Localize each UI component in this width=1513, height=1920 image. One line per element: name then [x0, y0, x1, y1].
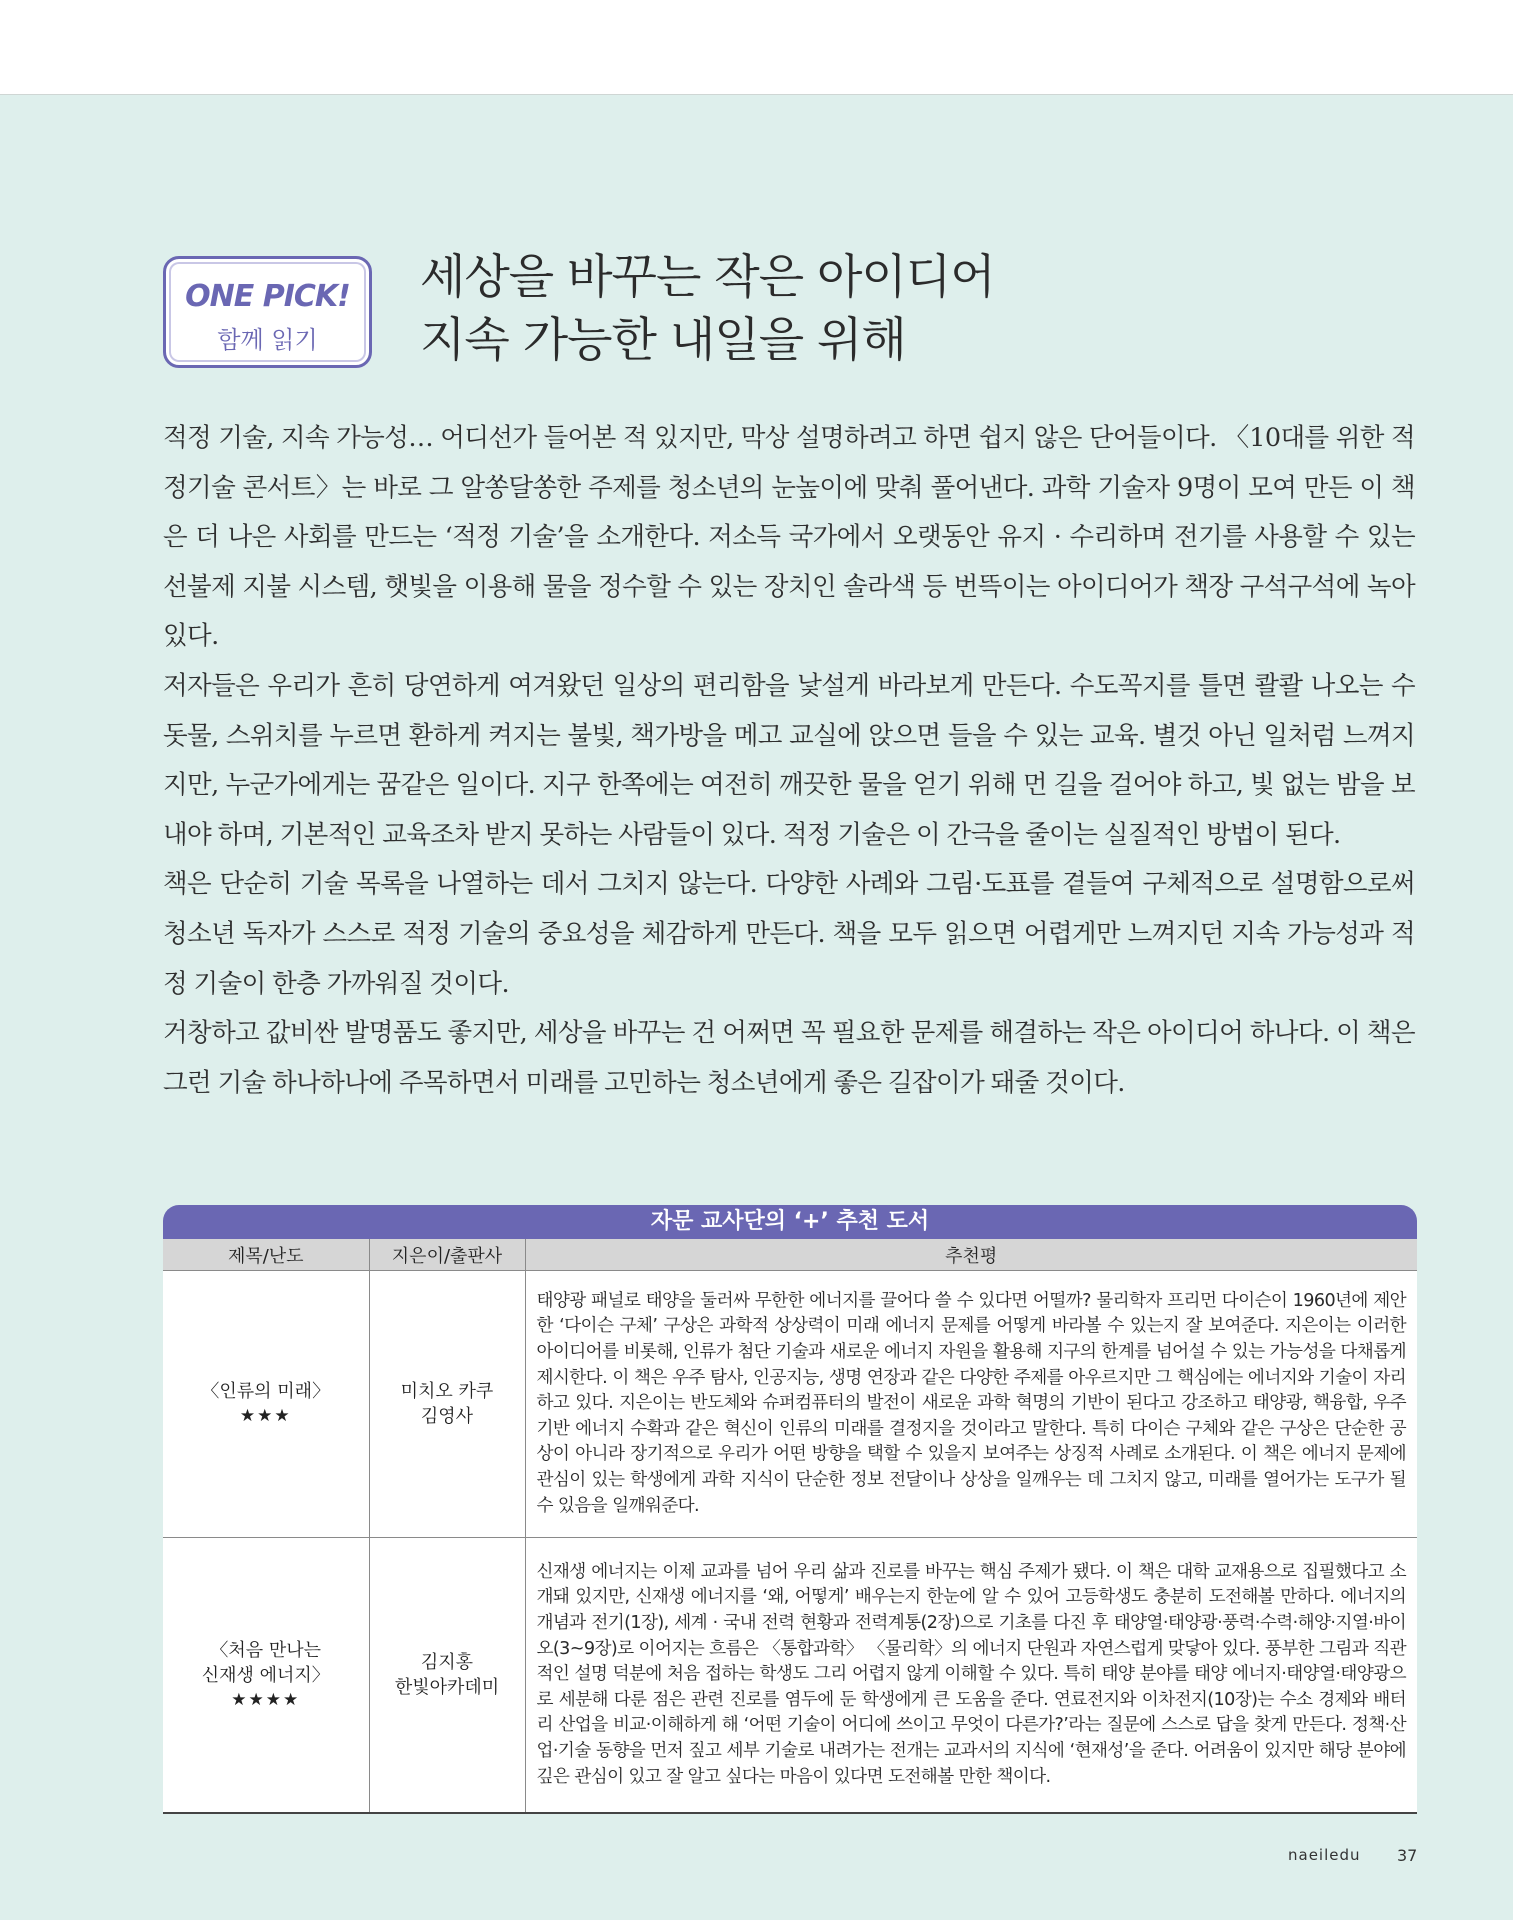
book-title-line-1: 〈처음 만나는	[210, 1639, 322, 1661]
author-name: 김지홍	[420, 1652, 474, 1673]
badge-subtitle: 함께 읽기	[217, 326, 318, 354]
footer-brand: naeiledu	[1288, 1846, 1361, 1864]
paragraph-2: 저자들은 우리가 흔히 당연하게 여겨왔던 일상의 편리함을 낯설게 바라보게 만든다. 수도꼭지를 틀면 콸콸 나오는 수돗물, 스위치를 누르면 환하게 켜지는 불빛, 책가방을 메고 교실에 앉으면 들을 수 있는 교육. 별것 아닌 일처럼 느껴지지만, 누군가에게는 꿈같은 일이다. 지구 한쪽에는 여전히 깨끗한 물을 얻기 위해 먼 길을 걸어야 하고, 빛 없는 밤을 보내야 하며, 기본적인 교육조차 받지 못하는 사람들이 있다. 적정 기술은 이 간극을 줄이는 실질적인 방법이 된다.	[163, 670, 1415, 850]
table-heading: 자문 교사단의 ‘+’ 추천 도서	[163, 1205, 1417, 1239]
review-text: 신재생 에너지는 이제 교과를 넘어 우리 삶과 진로를 바꾸는 핵심 주제가 됐다. 이 책은 대학 교재용으로 집필했다고 소개돼 있지만, 신재생 에너지를 ‘왜, 어떻게’ 배우는지 한눈에 알 수 있어 고등학생도 충분히 도전해볼 만하다. 에너지의 개념과 전기(1장), 세계 · 국내 전력 현황과 전력계통(2장)으로 기초를 다진 후 태양열·태양광·풍력·수력·해양·지열·바이오(3~9장)로 이어지는 흐름은 〈통합과학〉 〈물리학〉의 에너지 단원과 자연스럽게 맞닿아 있다. 풍부한 그림과 직관적인 설명 덕분에 처음 접하는 학생도 그리 어렵지 않게 이해할 수 있다. 특히 태양 분야를 태양 에너지·태양열·태양광으로 세분해 다룬 점은 관련 진로를 염두에 둔 학생에게 큰 도움을 준다. 연료전지와 이차전지(10장)는 수소 경제와 배터리 산업을 비교·이해하게 해 ‘어떤 기술이 어디에 쓰이고 무엇이 다른가?’라는 질문에 스스로 답을 찾게 만든다. 정책·산업·기술 동향을 먼저 짚고 세부 기술로 내려가는 전개는 교과서의 지식에 ‘현재성’을 준다. 어려움이 있지만 해당 분야에 깊은 관심이 있고 잘 알고 싶다는 마음이 있다면 도전해볼 만한 책이다.	[525, 1538, 1417, 1814]
table-header-row	[163, 1239, 1417, 1271]
column-header-author: 지은이/출판사	[369, 1239, 525, 1271]
article-title	[420, 246, 1120, 372]
badge-title: ONE PICK!	[185, 279, 350, 314]
table-row	[163, 1271, 1417, 1538]
page-top-margin	[0, 0, 1513, 95]
difficulty-stars: ★★★★	[231, 1689, 301, 1710]
publisher-name: 한빛아카데미	[394, 1677, 500, 1698]
review-text: 태양광 패널로 태양을 둘러싸 무한한 에너지를 끌어다 쓸 수 있다면 어떨까? 물리학자 프리먼 다이슨이 1960년에 제안한 ‘다이슨 구체’ 구상은 과학적 상상력이 미래 에너지 문제를 어떻게 바라볼 수 있는지 잘 보여준다. 지은이는 이러한 아이디어를 비롯해, 인류가 첨단 기술과 새로운 에너지 자원을 활용해 지구의 한계를 넘어설 수 있는 가능성을 다채롭게 제시한다. 이 책은 우주 탐사, 인공지능, 생명 연장과 같은 다양한 주제를 아우르지만 그 핵심에는 에너지와 기술이 자리하고 있다. 지은이는 반도체와 슈퍼컴퓨터의 발전이 새로운 과학 혁명의 기반이 된다고 강조하고 태양광, 핵융합, 우주 기반 에너지 수확과 같은 혁신이 인류의 미래를 결정지을 것이라고 말한다. 특히 다이슨 구체와 같은 구상은 단순한 공상이 아니라 장기적으로 우리가 어떤 방향을 택할 수 있을지 보여주는 상징적 사례로 소개된다. 이 책은 에너지 문제에 관심이 있는 학생에게 과학 지식이 단순한 정보 전달이나 상상을 일깨우는 데 그치지 않고, 미래를 열어가는 도구가 될 수 있음을 일깨워준다.	[525, 1271, 1417, 1538]
paragraph-1: 적정 기술, 지속 가능성… 어디선가 들어본 적 있지만, 막상 설명하려고 하면 쉽지 않은 단어들이다. 〈10대를 위한 적정기술 콘서트〉는 바로 그 알쏭달쏭한 주제를 청소년의 눈높이에 맞춰 풀어낸다. 과학 기술자 9명이 모여 만든 이 책은 더 나은 사회를 만드는 ‘적정 기술’을 소개한다. 저소득 국가에서 오랫동안 유지 · 수리하며 전기를 사용할 수 있는 선불제 지불 시스템, 햇빛을 이용해 물을 정수할 수 있는 장치인 솔라색 등 번뜩이는 아이디어가 책장 구석구석에 녹아 있다.	[163, 423, 1415, 652]
book-title-line-2: 신재생 에너지〉	[201, 1664, 330, 1686]
difficulty-stars: ★★★	[239, 1406, 292, 1426]
paragraph-3: 책은 단순히 기술 목록을 나열하는 데서 그치지 않는다. 다양한 사례와 그림·도표를 곁들여 구체적으로 설명함으로써 청소년 독자가 스스로 적정 기술의 중요성을 체감하게 만든다. 책을 모두 읽으면 어렵게만 느껴지던 지속 가능성과 적정 기술이 한층 가까워질 것이다.	[163, 869, 1415, 999]
table-row	[163, 1538, 1417, 1814]
title-line-2: 지속 가능한 내일을 위해	[420, 313, 906, 368]
book-title-cell	[163, 1538, 369, 1814]
column-header-title: 제목/난도	[163, 1239, 369, 1271]
author-cell	[369, 1271, 525, 1538]
book-title-cell	[163, 1271, 369, 1538]
paragraph-4: 거창하고 값비싼 발명품도 좋지만, 세상을 바꾸는 건 어쩌면 꼭 필요한 문제를 해결하는 작은 아이디어 하나다. 이 책은 그런 기술 하나하나에 주목하면서 미래를 고민하는 청소년에게 좋은 길잡이가 돼줄 것이다.	[163, 1018, 1415, 1098]
books-table	[163, 1239, 1417, 1814]
publisher-name: 김영사	[420, 1406, 474, 1427]
article-body	[163, 414, 1415, 1108]
column-header-review: 추천평	[525, 1239, 1417, 1271]
recommended-books-table	[163, 1205, 1417, 1814]
title-line-1: 세상을 바꾸는 작은 아이디어	[420, 250, 995, 305]
page-number: 37	[1397, 1846, 1418, 1865]
author-name: 미치오 카쿠	[400, 1381, 494, 1402]
book-title: 〈인류의 미래〉	[201, 1381, 331, 1402]
one-pick-badge	[163, 256, 372, 368]
author-cell	[369, 1538, 525, 1814]
